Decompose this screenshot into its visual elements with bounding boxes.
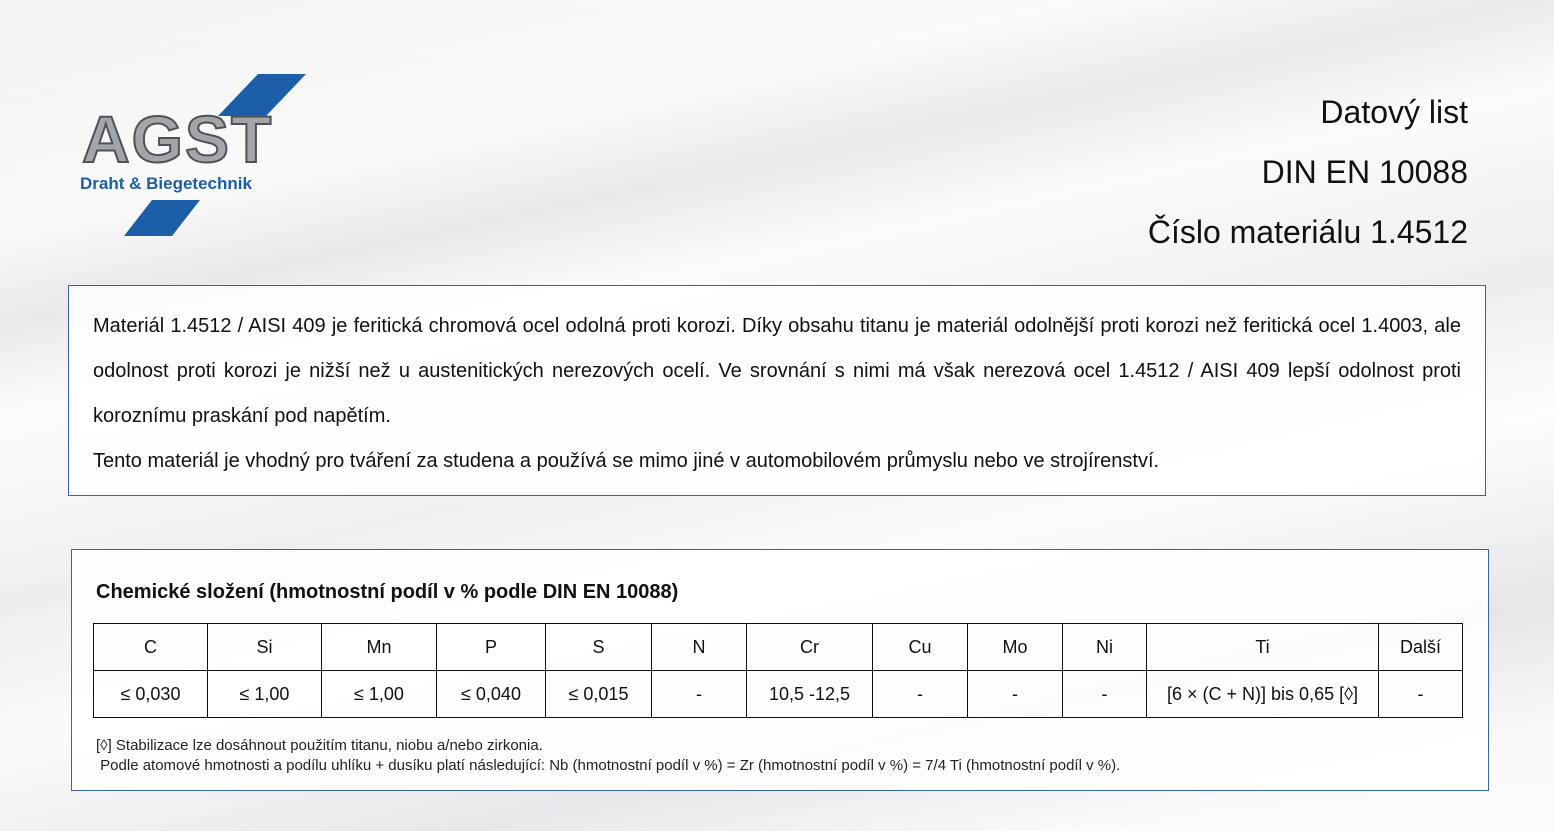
header-cell-mo: Mo <box>968 624 1063 671</box>
value-cell-other: - <box>1379 671 1463 718</box>
usage-paragraph: Tento materiál je vhodný pro tváření za studena a používá se mimo jiné v automobilovém průmyslu nebo ve strojírenství. <box>93 450 1160 472</box>
material-description-box <box>68 285 1486 496</box>
standard-title: DIN EN 10088 <box>1261 154 1468 190</box>
header-cell-mn: Mn <box>322 624 437 671</box>
header-cell-cr: Cr <box>747 624 873 671</box>
value-cell-mo: - <box>968 671 1063 718</box>
composition-footnotes <box>96 736 1120 776</box>
header-cell-n: N <box>652 624 747 671</box>
footnote-stabilization: [◊] Stabilizace lze dosáhnout použitím titanu, niobu a/nebo zirkonia. <box>96 737 543 754</box>
header-cell-c: C <box>94 624 208 671</box>
header-cell-ti: Ti <box>1147 624 1379 671</box>
header-cell-ni: Ni <box>1063 624 1147 671</box>
doc-type-title: Datový list <box>1320 94 1468 130</box>
footnote-atomic-weight: Podle atomové hmotnosti a podílu uhlíku + dusíku platí následující: Nb (hmotnostní podíl v %) = Zr (hmotnostní podíl v %) = 7/4 Ti (hmotnostní podíl v %). <box>96 757 1121 774</box>
agst-logo <box>78 72 348 240</box>
material-number-title: Číslo materiálu 1.4512 <box>1147 214 1468 250</box>
logo-brand-text: AGST <box>82 102 274 176</box>
header-cell-s: S <box>546 624 652 671</box>
value-cell-mn: ≤ 1,00 <box>322 671 437 718</box>
header-cell-other: Další <box>1379 624 1463 671</box>
value-cell-n: - <box>652 671 747 718</box>
value-cell-cr: 10,5 -12,5 <box>747 671 873 718</box>
value-cell-s: ≤ 0,015 <box>546 671 652 718</box>
header-cell-p: P <box>437 624 546 671</box>
composition-title: Chemické složení (hmotnostní podíl v % podle DIN EN 10088) <box>96 581 679 603</box>
value-cell-c: ≤ 0,030 <box>94 671 208 718</box>
header-cell-si: Si <box>208 624 322 671</box>
value-cell-cu: - <box>873 671 968 718</box>
composition-header-row <box>94 624 1463 671</box>
composition-value-row <box>94 671 1463 718</box>
value-cell-p: ≤ 0,040 <box>437 671 546 718</box>
composition-table <box>93 623 1463 718</box>
description-paragraph: Materiál 1.4512 / AISI 409 je feritická chromová ocel odolná proti korozi. Díky obsahu titanu je materiál odolnější proti korozi než feritická ocel 1.4003, ale odolnost proti korozi je nižší než u austenitických nerezových ocelí. Ve srovnání s nimi má však nerezová ocel 1.4512 / AISI 409 lepší odolnost proti koroznímu praskání pod napětím. <box>93 315 1461 427</box>
logo-subtitle: Draht & Biegetechnik <box>80 174 252 193</box>
chemical-composition-box <box>71 549 1489 791</box>
value-cell-ni: - <box>1063 671 1147 718</box>
document-header <box>1148 82 1468 262</box>
header-cell-cu: Cu <box>873 624 968 671</box>
value-cell-si: ≤ 1,00 <box>208 671 322 718</box>
value-cell-ti: [6 × (C + N)] bis 0,65 [◊] <box>1147 671 1379 718</box>
